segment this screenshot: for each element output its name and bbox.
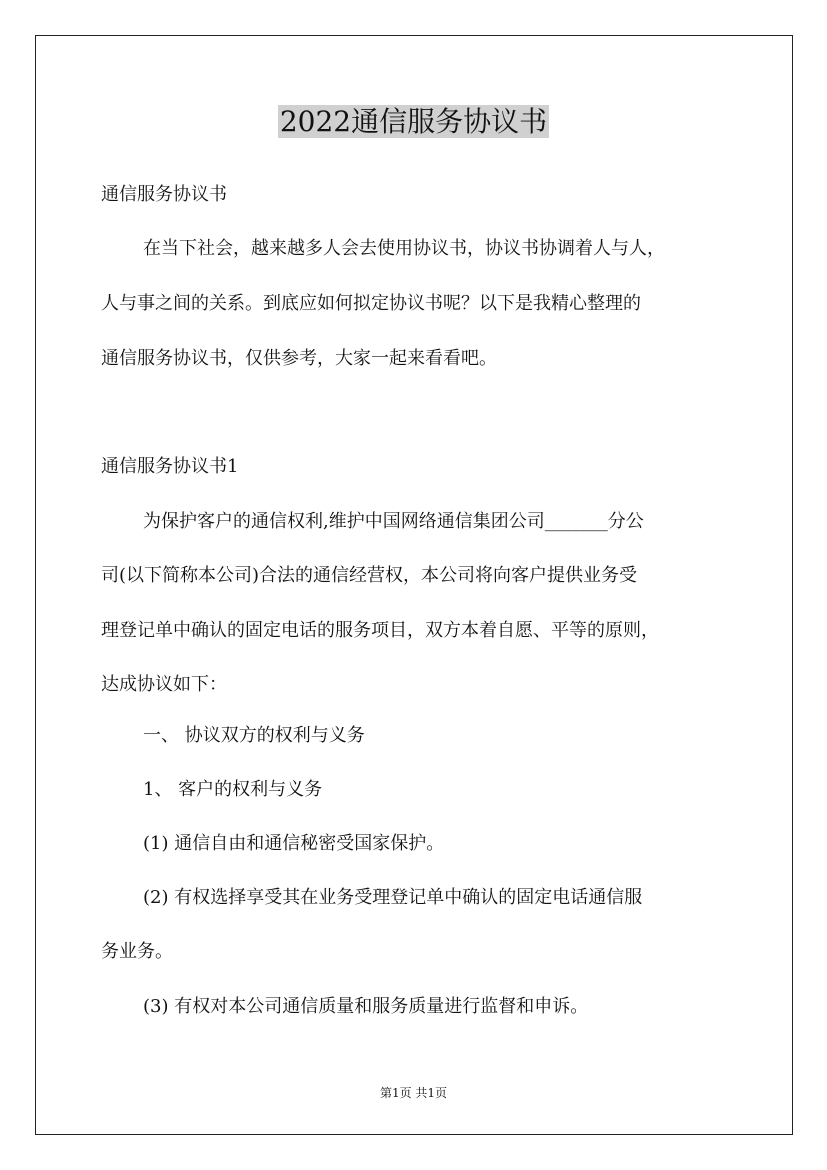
- clause-item: (3) 有权对本公司通信质量和服务质量进行监督和申诉。: [143, 996, 589, 1017]
- section-heading: 通信服务协议书1: [101, 456, 239, 477]
- paragraph-line: 为保护客户的通信权利,维护中国网络通信集团公司_______分公: [143, 511, 644, 532]
- paragraph-line: 人与事之间的关系。到底应如何拟定协议书呢？以下是我精心整理的: [101, 293, 641, 314]
- paragraph-line: 司(以下简称本公司)合法的通信经营权，本公司将向客户提供业务受: [101, 565, 638, 586]
- paragraph-line: 通信服务协议书，仅供参考，大家一起来看看吧。: [101, 348, 497, 369]
- paragraph-line: 在当下社会，越来越多人会去使用协议书，协议书协调着人与人，: [143, 238, 665, 259]
- clause-subheading: 1、 客户的权利与义务: [143, 779, 323, 800]
- clause-item: (1) 通信自由和通信秘密受国家保护。: [143, 833, 445, 854]
- page-footer: 第1页 共1页: [379, 1086, 448, 1100]
- subtitle-line: 通信服务协议书: [101, 184, 227, 205]
- document-title: 2022通信服务协议书: [279, 105, 548, 138]
- paragraph-line: 理登记单中确认的固定电话的服务项目，双方本着自愿、平等的原则，: [101, 620, 659, 641]
- clause-heading: 一、 协议双方的权利与义务: [143, 725, 365, 746]
- clause-item: (2) 有权选择享受其在业务受理登记单中确认的固定电话通信服: [143, 887, 643, 908]
- paragraph-line: 达成协议如下：: [101, 674, 227, 695]
- clause-item-continuation: 务业务。: [101, 941, 173, 962]
